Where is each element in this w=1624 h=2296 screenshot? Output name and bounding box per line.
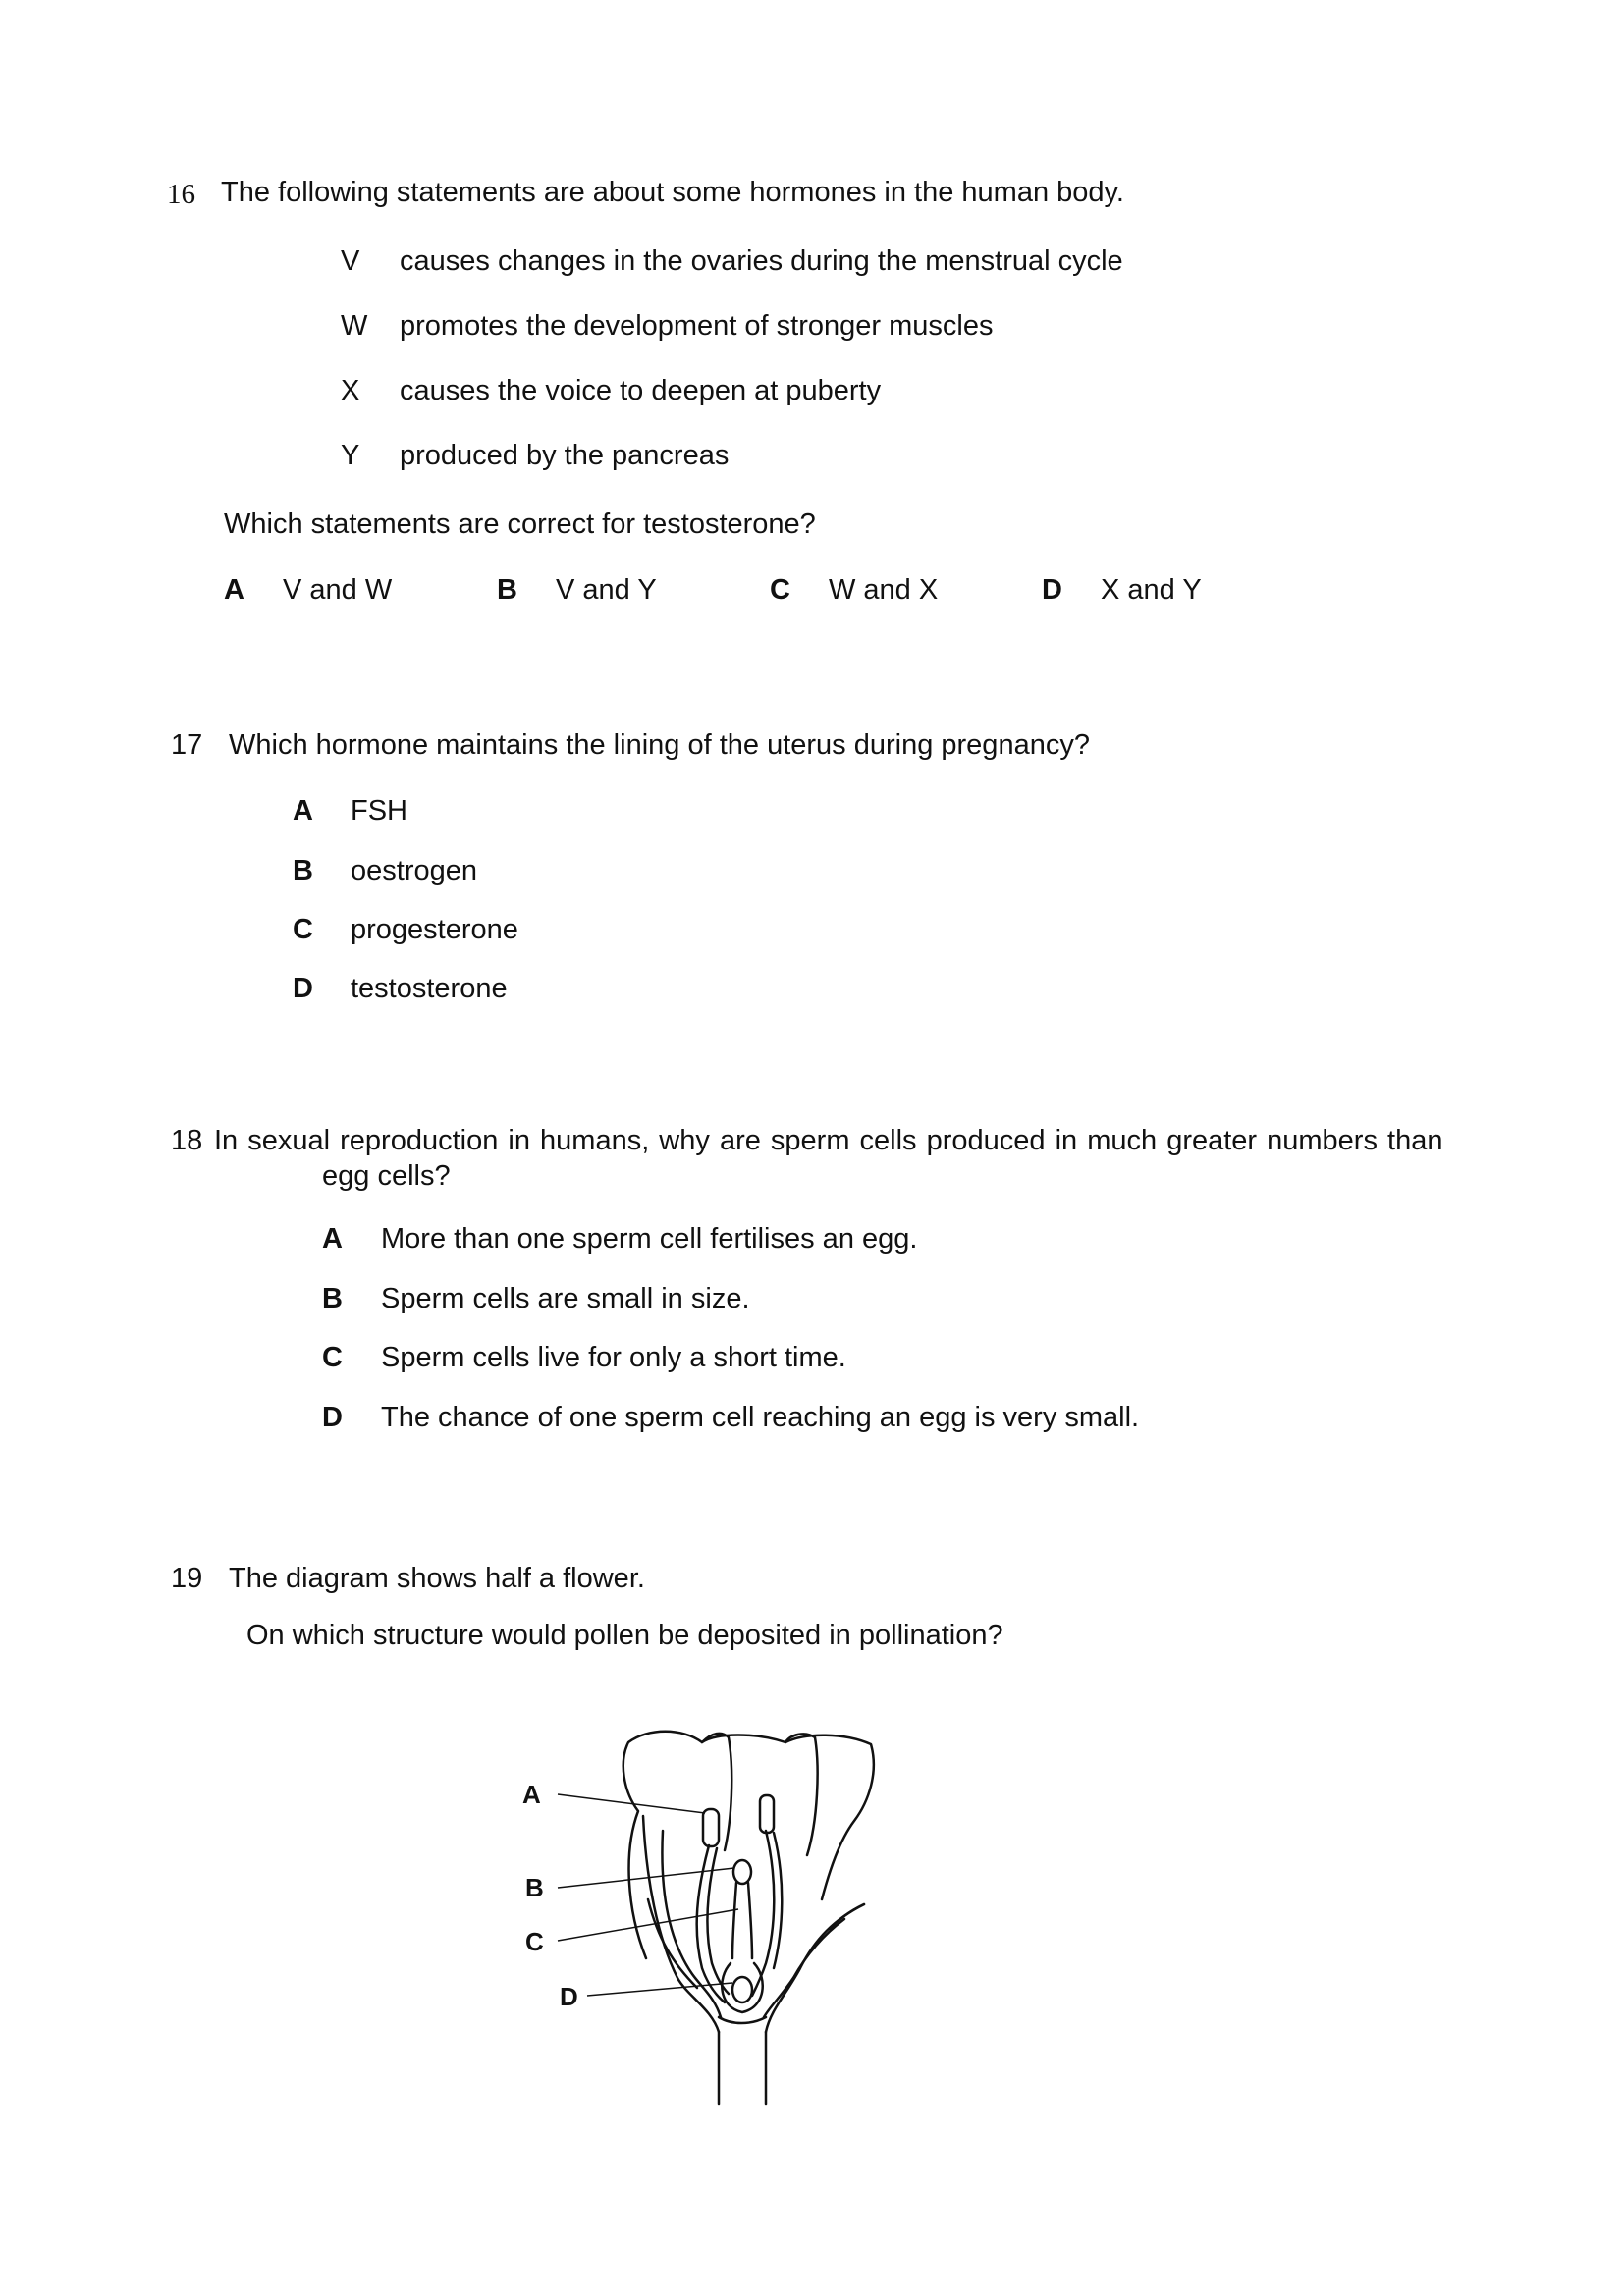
q17-option-text[interactable]: progesterone <box>351 914 518 945</box>
q16-statement-key: Y <box>341 440 360 471</box>
q16-option-letter[interactable]: B <box>497 574 517 606</box>
anther-right <box>760 1795 774 1833</box>
q18-option-text[interactable]: The chance of one sperm cell reaching an egg is very small. <box>381 1402 1140 1433</box>
q18-option-letter[interactable]: B <box>322 1283 343 1314</box>
q19-number: 19 <box>171 1563 203 1594</box>
q16-option-text[interactable]: V and Y <box>556 574 657 606</box>
label-b: B <box>525 1873 544 1902</box>
q16-option-letter[interactable]: A <box>224 574 244 606</box>
q16-statement-key: W <box>341 310 368 342</box>
stamen-right-filament <box>752 1831 774 1996</box>
q18-option-letter[interactable]: A <box>322 1223 343 1255</box>
q17-option-text[interactable]: oestrogen <box>351 855 477 886</box>
q16-number: 16 <box>167 179 195 210</box>
sepal-right-tip <box>830 1904 864 1929</box>
petal-right <box>785 1735 874 1899</box>
sepal-right-inner <box>764 1919 844 2017</box>
ovule <box>732 1977 752 2002</box>
q17-option-text[interactable]: FSH <box>351 795 407 827</box>
anther-left <box>703 1809 719 1846</box>
q19-stem: The diagram shows half a flower. <box>229 1563 645 1594</box>
q18-stem-line2: egg cells? <box>322 1160 451 1192</box>
q17-option-letter[interactable]: C <box>293 914 313 945</box>
receptacle <box>719 2017 766 2023</box>
q16-statement-text: causes the voice to deepen at puberty <box>400 375 882 406</box>
q16-option-text[interactable]: V and W <box>283 574 393 606</box>
q18-number: 18 <box>171 1125 203 1156</box>
q16-statement-text: causes changes in the ovaries during the menstrual cycle <box>400 245 1123 277</box>
q17-option-letter[interactable]: D <box>293 973 313 1004</box>
flower-diagram <box>491 1683 903 2106</box>
q16-option-letter[interactable]: D <box>1042 574 1062 606</box>
label-line-b <box>558 1868 734 1888</box>
q18-option-text[interactable]: More than one sperm cell fertilises an egg. <box>381 1223 918 1255</box>
q18-stem-line1: In sexual reproduction in humans, why are sperm cells produced in much greater numbers than <box>214 1125 1443 1156</box>
q16-statement-text: promotes the development of stronger muscles <box>400 310 994 342</box>
q16-statement-text: produced by the pancreas <box>400 440 730 471</box>
label-d: D <box>560 1982 578 2011</box>
q18-option-text[interactable]: Sperm cells live for only a short time. <box>381 1342 846 1373</box>
q17-stem: Which hormone maintains the lining of the uterus during pregnancy? <box>229 729 1090 761</box>
q16-stem: The following statements are about some hormones in the human body. <box>221 177 1124 208</box>
q16-statement-key: X <box>341 375 360 406</box>
style <box>732 1883 752 1958</box>
q16-option-text[interactable]: X and Y <box>1101 574 1202 606</box>
q16-option-letter[interactable]: C <box>770 574 790 606</box>
label-line-d <box>587 1983 732 1996</box>
q17-number: 17 <box>171 729 203 761</box>
q16-question: Which statements are correct for testosterone? <box>224 508 816 540</box>
q18-option-letter[interactable]: D <box>322 1402 343 1433</box>
q18-option-text[interactable]: Sperm cells are small in size. <box>381 1283 750 1314</box>
label-line-c <box>558 1909 738 1941</box>
q18-option-letter[interactable]: C <box>322 1342 343 1373</box>
label-a: A <box>522 1780 541 1809</box>
q19-question: On which structure would pollen be deposited in pollination? <box>246 1620 1003 1651</box>
label-c: C <box>525 1927 544 1956</box>
q16-statement-key: V <box>341 245 360 277</box>
q17-option-text[interactable]: testosterone <box>351 973 508 1004</box>
q17-option-letter[interactable]: A <box>293 795 313 827</box>
q17-option-letter[interactable]: B <box>293 855 313 886</box>
stigma <box>733 1860 751 1884</box>
q16-option-text[interactable]: W and X <box>829 574 939 606</box>
